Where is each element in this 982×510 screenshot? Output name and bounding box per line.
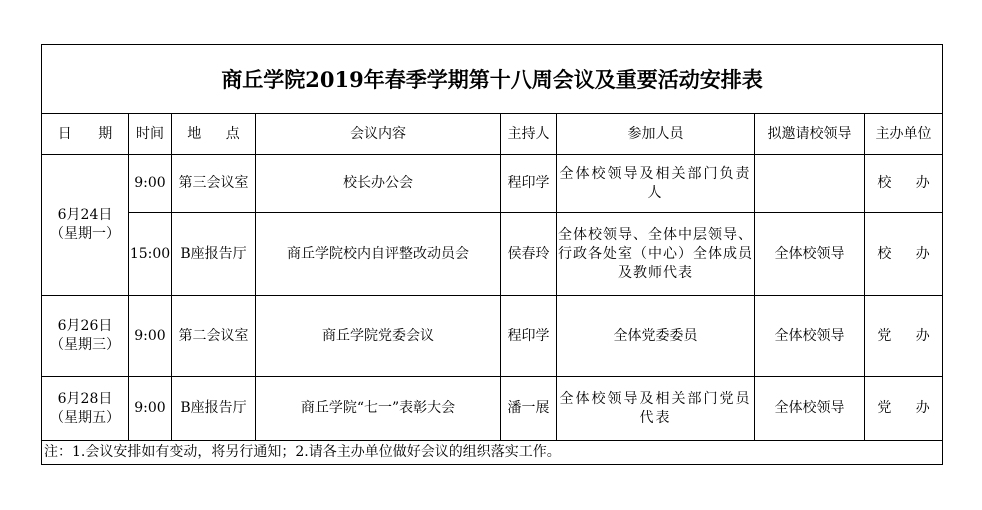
header-time: 时间: [129, 114, 172, 155]
attendees-cell: 全体校领导、全体中层领导、行政各处室（中心）全体成员及教师代表: [557, 213, 755, 296]
footnote: 注：1.会议安排如有变动，将另行通知；2.请各主办单位做好会议的组织落实工作。: [42, 441, 943, 465]
table-row: [42, 377, 943, 441]
date-label: 6月28日: [57, 390, 113, 407]
weekday-label: （星期五）: [50, 409, 120, 426]
content-cell: 校长办公会: [256, 155, 501, 213]
note-row: [42, 441, 943, 465]
host-cell: 侯春玲: [501, 213, 557, 296]
time-cell: 9:00: [129, 296, 172, 377]
table-row: [42, 155, 943, 213]
content-cell: 商丘学院校内自评整改动员会: [256, 213, 501, 296]
invited-cell: [755, 155, 865, 213]
header-content: 会议内容: [256, 114, 501, 155]
date-label: 6月24日: [57, 207, 113, 223]
header-invited: 拟邀请校领导: [755, 114, 865, 155]
weekday-label: （星期三）: [50, 337, 120, 353]
header-date: 日 期: [42, 114, 129, 155]
meeting-schedule-table: [41, 44, 943, 465]
content-cell: 商丘学院党委会议: [256, 296, 501, 377]
header-organizer: 主办单位: [865, 114, 943, 155]
organizer-cell: 校 办: [865, 155, 943, 213]
header-host: 主持人: [501, 114, 557, 155]
time-cell: 9:00: [129, 155, 172, 213]
attendees-cell: 全体校领导及相关部门负责人: [557, 155, 755, 213]
host-cell: 潘一展: [501, 377, 557, 441]
place-cell: B座报告厅: [172, 213, 256, 296]
invited-cell: 全体校领导: [755, 296, 865, 377]
table-row: [42, 213, 943, 296]
header-attendees: 参加人员: [557, 114, 755, 155]
page-title: 商丘学院2019年春季学期第十八周会议及重要活动安排表: [42, 45, 943, 114]
time-cell: 9:00: [129, 377, 172, 441]
time-cell: 15:00: [129, 213, 172, 296]
header-row: [42, 114, 943, 155]
attendees-cell: 全体党委委员: [557, 296, 755, 377]
header-place: 地 点: [172, 114, 256, 155]
content-cell: 商丘学院“七一”表彰大会: [256, 377, 501, 441]
place-cell: B座报告厅: [172, 377, 256, 441]
invited-cell: 全体校领导: [755, 377, 865, 441]
place-cell: 第二会议室: [172, 296, 256, 377]
date-cell: [42, 155, 129, 296]
date-cell: [42, 377, 129, 441]
table-row: [42, 296, 943, 377]
weekday-label: （星期一）: [50, 226, 120, 242]
attendees-cell: 全体校领导及相关部门党员代表: [557, 377, 755, 441]
invited-cell: 全体校领导: [755, 213, 865, 296]
organizer-cell: 校 办: [865, 213, 943, 296]
organizer-cell: 党 办: [865, 296, 943, 377]
date-cell: [42, 296, 129, 377]
organizer-cell: 党 办: [865, 377, 943, 441]
date-label: 6月26日: [57, 318, 113, 334]
host-cell: 程印学: [501, 296, 557, 377]
place-cell: 第三会议室: [172, 155, 256, 213]
host-cell: 程印学: [501, 155, 557, 213]
